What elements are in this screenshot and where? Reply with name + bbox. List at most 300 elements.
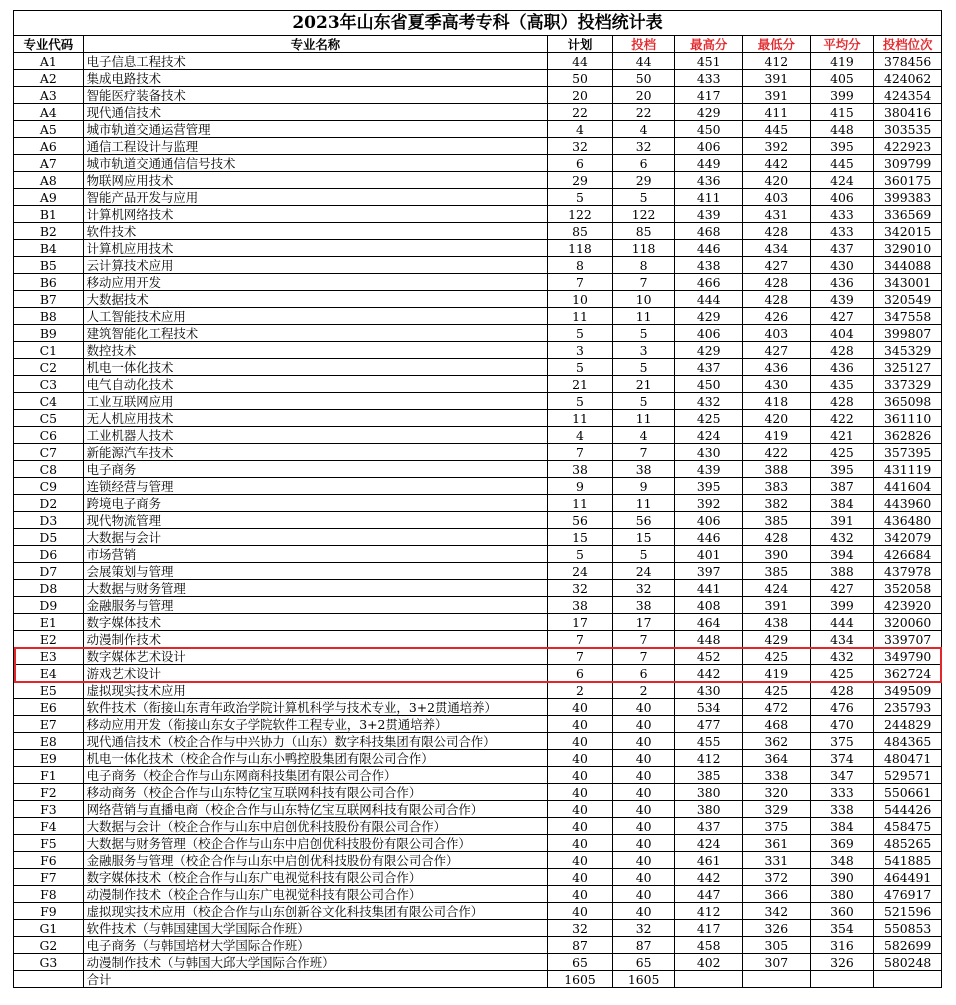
cell-major-name: 金融服务与管理（校企合作与山东中启创优科技股份有限公司合作）	[83, 852, 548, 869]
cell-min-score: 436	[743, 359, 811, 376]
table-row	[14, 274, 942, 291]
cell-plan: 85	[548, 223, 613, 240]
cell-code: A8	[14, 172, 84, 189]
cell-min-score: 320	[743, 784, 811, 801]
cell-plan: 32	[548, 920, 613, 937]
cell-min-score: 472	[743, 699, 811, 716]
table-row	[14, 393, 942, 410]
table-row	[14, 155, 942, 172]
header-admitted: 投档	[612, 36, 675, 53]
cell-avg-score: 425	[810, 665, 874, 682]
cell-rank: 399383	[874, 189, 942, 206]
table-row	[14, 597, 942, 614]
cell-max-score: 438	[675, 257, 743, 274]
cell-plan: 22	[548, 104, 613, 121]
cell-major-name: 城市轨道交通通信信号技术	[83, 155, 548, 172]
cell-code: C6	[14, 427, 84, 444]
cell-rank: 521596	[874, 903, 942, 920]
table-row	[14, 70, 942, 87]
cell-code: G1	[14, 920, 84, 937]
cell-avg-score: 399	[810, 87, 874, 104]
cell-code: B8	[14, 308, 84, 325]
cell-code: A9	[14, 189, 84, 206]
cell-major-name: 现代通信技术（校企合作与中兴协力（山东）数字科技集团有限公司合作）	[83, 733, 548, 750]
cell-plan: 40	[548, 733, 613, 750]
cell-avg-score: 432	[810, 648, 874, 665]
cell-plan: 8	[548, 257, 613, 274]
cell-plan: 17	[548, 614, 613, 631]
cell-avg-score: 433	[810, 206, 874, 223]
cell-plan: 40	[548, 784, 613, 801]
cell-plan: 122	[548, 206, 613, 223]
cell-code: C9	[14, 478, 84, 495]
cell-rank: 235793	[874, 699, 942, 716]
cell-avg-score: 380	[810, 886, 874, 903]
cell-admitted: 5	[612, 546, 675, 563]
cell-max-score: 451	[675, 53, 743, 70]
cell-admitted: 32	[612, 920, 675, 937]
cell-plan: 56	[548, 512, 613, 529]
cell-avg-score: 405	[810, 70, 874, 87]
cell-plan: 40	[548, 818, 613, 835]
cell-rank: 529571	[874, 767, 942, 784]
table-row	[14, 546, 942, 563]
cell-admitted: 6	[612, 665, 675, 682]
cell-max-score: 442	[675, 869, 743, 886]
cell-max-score: 430	[675, 444, 743, 461]
cell-avg-score: 348	[810, 852, 874, 869]
cell-major-name: 移动应用开发	[83, 274, 548, 291]
cell-avg-score: 430	[810, 257, 874, 274]
cell-rank: 484365	[874, 733, 942, 750]
cell-max-score: 433	[675, 70, 743, 87]
cell-min-score: 372	[743, 869, 811, 886]
cell-admitted: 5	[612, 189, 675, 206]
cell-rank: 352058	[874, 580, 942, 597]
cell-avg-score: 390	[810, 869, 874, 886]
cell-min-score: 425	[743, 682, 811, 699]
cell-major-name: 人工智能技术应用	[83, 308, 548, 325]
cell-code: A4	[14, 104, 84, 121]
cell-rank: 424062	[874, 70, 942, 87]
cell-plan: 40	[548, 699, 613, 716]
cell-rank: 361110	[874, 410, 942, 427]
cell-min-score: 390	[743, 546, 811, 563]
cell-code: F3	[14, 801, 84, 818]
cell-avg-score: 374	[810, 750, 874, 767]
cell-major-name: 动漫制作技术	[83, 631, 548, 648]
cell-min-score: 362	[743, 733, 811, 750]
cell-admitted: 40	[612, 903, 675, 920]
cell-avg-score: 384	[810, 818, 874, 835]
cell-code: B6	[14, 274, 84, 291]
cell-max-score: 439	[675, 206, 743, 223]
cell-admitted: 38	[612, 461, 675, 478]
cell-max-score: 412	[675, 750, 743, 767]
cell-code: E6	[14, 699, 84, 716]
table-row	[14, 614, 942, 631]
table-row	[14, 478, 942, 495]
cell-major-name: 电子信息工程技术	[83, 53, 548, 70]
cell-major-name: 数字媒体技术（校企合作与山东广电视觉科技有限公司合作）	[83, 869, 548, 886]
cell-max-score: 424	[675, 835, 743, 852]
cell-code: G3	[14, 954, 84, 971]
cell-min-score: 426	[743, 308, 811, 325]
cell-avg-score: 394	[810, 546, 874, 563]
table-row	[14, 682, 942, 699]
table-row	[14, 495, 942, 512]
cell-avg-score: 360	[810, 903, 874, 920]
cell-avg-score: 369	[810, 835, 874, 852]
header-row	[14, 36, 942, 53]
cell-major-name: 虚拟现实技术应用（校企合作与山东创新谷文化科技集团有限公司合作）	[83, 903, 548, 920]
cell-code: C7	[14, 444, 84, 461]
cell-major-name: 移动应用开发（衔接山东女子学院软件工程专业，3+2贯通培养）	[83, 716, 548, 733]
cell-min-score: 468	[743, 716, 811, 733]
cell-plan: 11	[548, 308, 613, 325]
cell-avg-score: 421	[810, 427, 874, 444]
table-row	[14, 937, 942, 954]
cell-admitted: 6	[612, 155, 675, 172]
table-row	[14, 461, 942, 478]
cell-avg-score: 470	[810, 716, 874, 733]
cell-avg-score: 395	[810, 138, 874, 155]
cell-min-score: 383	[743, 478, 811, 495]
cell-major-name: 智能医疗装备技术	[83, 87, 548, 104]
cell-major-name: 智能产品开发与应用	[83, 189, 548, 206]
table-row	[14, 835, 942, 852]
cell-plan: 44	[548, 53, 613, 70]
table-row	[14, 920, 942, 937]
table-row	[14, 444, 942, 461]
cell-code: D8	[14, 580, 84, 597]
cell-avg-score: 326	[810, 954, 874, 971]
table-row	[14, 733, 942, 750]
cell-major-name: 建筑智能化工程技术	[83, 325, 548, 342]
cell-admitted: 7	[612, 631, 675, 648]
cell-plan: 38	[548, 597, 613, 614]
cell-avg-score: 434	[810, 631, 874, 648]
cell-avg-score: 404	[810, 325, 874, 342]
cell-admitted: 5	[612, 325, 675, 342]
table-row	[14, 818, 942, 835]
cell-admitted: 9	[612, 478, 675, 495]
cell-max-score: 452	[675, 648, 743, 665]
cell-min-score: 431	[743, 206, 811, 223]
header-min-score: 最低分	[743, 36, 811, 53]
cell-plan: 5	[548, 393, 613, 410]
cell-code: F6	[14, 852, 84, 869]
cell-admitted: 56	[612, 512, 675, 529]
cell-admitted: 5	[612, 359, 675, 376]
cell-rank: 431119	[874, 461, 942, 478]
cell-code: B7	[14, 291, 84, 308]
cell-avg-score: 428	[810, 342, 874, 359]
cell-rank: 342079	[874, 529, 942, 546]
cell-rank: 339707	[874, 631, 942, 648]
table-row	[14, 903, 942, 920]
cell-code: A6	[14, 138, 84, 155]
cell-plan: 40	[548, 767, 613, 784]
total-code-cell	[14, 971, 84, 988]
cell-admitted: 3	[612, 342, 675, 359]
cell-admitted: 2	[612, 682, 675, 699]
cell-major-name: 机电一体化技术（校企合作与山东小鸭控股集团有限公司合作）	[83, 750, 548, 767]
cell-avg-score: 375	[810, 733, 874, 750]
cell-admitted: 11	[612, 410, 675, 427]
cell-admitted: 38	[612, 597, 675, 614]
cell-max-score: 449	[675, 155, 743, 172]
cell-plan: 29	[548, 172, 613, 189]
cell-min-score: 364	[743, 750, 811, 767]
cell-avg-score: 435	[810, 376, 874, 393]
cell-plan: 40	[548, 903, 613, 920]
table-row	[14, 376, 942, 393]
cell-major-name: 大数据与会计	[83, 529, 548, 546]
table-row	[14, 716, 942, 733]
cell-max-score: 444	[675, 291, 743, 308]
cell-plan: 20	[548, 87, 613, 104]
cell-plan: 4	[548, 427, 613, 444]
cell-admitted: 40	[612, 784, 675, 801]
table-row	[14, 512, 942, 529]
cell-admitted: 118	[612, 240, 675, 257]
cell-max-score: 447	[675, 886, 743, 903]
cell-major-name: 无人机应用技术	[83, 410, 548, 427]
cell-rank: 476917	[874, 886, 942, 903]
cell-major-name: 数控技术	[83, 342, 548, 359]
cell-rank: 550661	[874, 784, 942, 801]
cell-major-name: 网络营销与直播电商（校企合作与山东特亿宝互联网科技有限公司合作）	[83, 801, 548, 818]
cell-max-score: 417	[675, 87, 743, 104]
cell-rank: 399807	[874, 325, 942, 342]
cell-admitted: 5	[612, 393, 675, 410]
cell-avg-score: 444	[810, 614, 874, 631]
cell-avg-score: 415	[810, 104, 874, 121]
table-row	[14, 665, 942, 682]
cell-min-score: 445	[743, 121, 811, 138]
admission-statistics-sheet	[13, 10, 942, 988]
cell-admitted: 22	[612, 104, 675, 121]
cell-max-score: 392	[675, 495, 743, 512]
cell-min-score: 375	[743, 818, 811, 835]
cell-admitted: 40	[612, 699, 675, 716]
cell-admitted: 4	[612, 121, 675, 138]
cell-rank: 362826	[874, 427, 942, 444]
cell-max-score: 468	[675, 223, 743, 240]
total-label: 合计	[83, 971, 548, 988]
cell-plan: 7	[548, 274, 613, 291]
header-major-name: 专业名称	[83, 36, 548, 53]
cell-major-name: 游戏艺术设计	[83, 665, 548, 682]
cell-major-name: 连锁经营与管理	[83, 478, 548, 495]
cell-major-name: 机电一体化技术	[83, 359, 548, 376]
cell-admitted: 40	[612, 767, 675, 784]
table-row	[14, 767, 942, 784]
table-row	[14, 87, 942, 104]
cell-avg-score: 422	[810, 410, 874, 427]
cell-plan: 118	[548, 240, 613, 257]
cell-min-score: 403	[743, 189, 811, 206]
cell-min-score: 428	[743, 529, 811, 546]
cell-plan: 65	[548, 954, 613, 971]
cell-admitted: 24	[612, 563, 675, 580]
cell-avg-score: 425	[810, 444, 874, 461]
cell-max-score: 534	[675, 699, 743, 716]
cell-min-score: 418	[743, 393, 811, 410]
cell-plan: 5	[548, 325, 613, 342]
cell-admitted: 40	[612, 818, 675, 835]
cell-major-name: 软件技术	[83, 223, 548, 240]
cell-admitted: 40	[612, 869, 675, 886]
cell-max-score: 464	[675, 614, 743, 631]
cell-admitted: 8	[612, 257, 675, 274]
cell-max-score: 380	[675, 801, 743, 818]
cell-plan: 2	[548, 682, 613, 699]
cell-rank: 441604	[874, 478, 942, 495]
cell-code: E4	[14, 665, 84, 682]
cell-admitted: 40	[612, 886, 675, 903]
cell-avg-score: 427	[810, 580, 874, 597]
cell-avg-score: 448	[810, 121, 874, 138]
cell-code: D7	[14, 563, 84, 580]
cell-max-score: 442	[675, 665, 743, 682]
cell-plan: 21	[548, 376, 613, 393]
cell-min-score: 420	[743, 172, 811, 189]
cell-plan: 50	[548, 70, 613, 87]
cell-code: B1	[14, 206, 84, 223]
cell-admitted: 40	[612, 801, 675, 818]
cell-rank: 347558	[874, 308, 942, 325]
cell-admitted: 40	[612, 835, 675, 852]
table-row	[14, 138, 942, 155]
table-row	[14, 359, 942, 376]
cell-min-score: 331	[743, 852, 811, 869]
cell-admitted: 29	[612, 172, 675, 189]
cell-major-name: 大数据与财务管理（校企合作与山东中启创优科技股份有限公司合作）	[83, 835, 548, 852]
cell-code: D2	[14, 495, 84, 512]
total-row	[14, 971, 942, 988]
header-rank: 投档位次	[874, 36, 942, 53]
cell-rank: 443960	[874, 495, 942, 512]
cell-admitted: 21	[612, 376, 675, 393]
table-row	[14, 223, 942, 240]
cell-rank: 357395	[874, 444, 942, 461]
cell-major-name: 动漫制作技术（校企合作与山东广电视觉科技有限公司合作）	[83, 886, 548, 903]
cell-code: G2	[14, 937, 84, 954]
cell-major-name: 金融服务与管理	[83, 597, 548, 614]
cell-avg-score: 391	[810, 512, 874, 529]
cell-max-score: 432	[675, 393, 743, 410]
table-title: 2023年山东省夏季高考专科（高职）投档统计表	[13, 10, 942, 35]
table-row	[14, 852, 942, 869]
cell-plan: 40	[548, 886, 613, 903]
cell-code: E8	[14, 733, 84, 750]
cell-admitted: 11	[612, 308, 675, 325]
cell-min-score: 424	[743, 580, 811, 597]
cell-max-score: 406	[675, 138, 743, 155]
cell-plan: 40	[548, 801, 613, 818]
cell-plan: 32	[548, 580, 613, 597]
cell-plan: 6	[548, 155, 613, 172]
table-row	[14, 801, 942, 818]
cell-avg-score: 439	[810, 291, 874, 308]
cell-rank: 485265	[874, 835, 942, 852]
cell-max-score: 401	[675, 546, 743, 563]
cell-max-score: 461	[675, 852, 743, 869]
cell-rank: 345329	[874, 342, 942, 359]
cell-code: A7	[14, 155, 84, 172]
cell-rank: 580248	[874, 954, 942, 971]
table-row	[14, 121, 942, 138]
table-row	[14, 529, 942, 546]
cell-code: E7	[14, 716, 84, 733]
cell-min-score: 412	[743, 53, 811, 70]
cell-code: E2	[14, 631, 84, 648]
cell-max-score: 385	[675, 767, 743, 784]
cell-major-name: 虚拟现实技术应用	[83, 682, 548, 699]
cell-min-score: 391	[743, 597, 811, 614]
cell-code: F9	[14, 903, 84, 920]
cell-plan: 9	[548, 478, 613, 495]
cell-min-score: 329	[743, 801, 811, 818]
cell-major-name: 大数据与财务管理	[83, 580, 548, 597]
cell-code: F5	[14, 835, 84, 852]
cell-max-score: 402	[675, 954, 743, 971]
cell-major-name: 新能源汽车技术	[83, 444, 548, 461]
cell-admitted: 10	[612, 291, 675, 308]
cell-rank: 541885	[874, 852, 942, 869]
cell-code: F4	[14, 818, 84, 835]
cell-avg-score: 384	[810, 495, 874, 512]
cell-plan: 5	[548, 359, 613, 376]
cell-avg-score: 428	[810, 682, 874, 699]
cell-major-name: 电子商务（与韩国培材大学国际合作班）	[83, 937, 548, 954]
cell-max-score: 411	[675, 189, 743, 206]
cell-max-score: 430	[675, 682, 743, 699]
cell-min-score: 392	[743, 138, 811, 155]
cell-rank: 320549	[874, 291, 942, 308]
total-empty-cell	[743, 971, 811, 988]
cell-code: A3	[14, 87, 84, 104]
cell-code: F7	[14, 869, 84, 886]
cell-avg-score: 333	[810, 784, 874, 801]
total-empty-cell	[810, 971, 874, 988]
cell-max-score: 446	[675, 240, 743, 257]
cell-min-score: 382	[743, 495, 811, 512]
cell-rank: 544426	[874, 801, 942, 818]
cell-rank: 337329	[874, 376, 942, 393]
cell-admitted: 65	[612, 954, 675, 971]
cell-min-score: 361	[743, 835, 811, 852]
cell-max-score: 439	[675, 461, 743, 478]
cell-max-score: 450	[675, 121, 743, 138]
cell-admitted: 85	[612, 223, 675, 240]
cell-max-score: 424	[675, 427, 743, 444]
table-row	[14, 580, 942, 597]
cell-min-score: 385	[743, 512, 811, 529]
table-row	[14, 325, 942, 342]
cell-min-score: 342	[743, 903, 811, 920]
cell-admitted: 20	[612, 87, 675, 104]
total-empty-cell	[874, 971, 942, 988]
table-row	[14, 563, 942, 580]
cell-min-score: 438	[743, 614, 811, 631]
cell-rank: 244829	[874, 716, 942, 733]
cell-admitted: 4	[612, 427, 675, 444]
cell-plan: 4	[548, 121, 613, 138]
cell-rank: 458475	[874, 818, 942, 835]
